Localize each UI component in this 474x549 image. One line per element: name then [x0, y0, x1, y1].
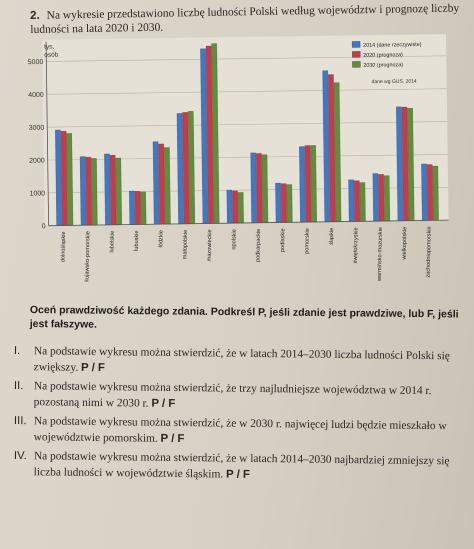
x-tick-label: lubelskie — [109, 230, 116, 253]
statement-1 — [14, 344, 464, 380]
bar-warmińsko-mazurskie-2014 — [373, 173, 379, 221]
chart-svg — [26, 32, 454, 294]
x-tick-label: śląskie — [328, 227, 336, 245]
task-text: Na wykresie przedstawiono liczbę ludności Polski według województw i prognozę liczby ludności na lata 2020 i 2030. — [30, 2, 460, 36]
bar-zachodniopomorskie-2014 — [421, 164, 427, 221]
bar-lubuskie-2020 — [135, 191, 141, 224]
bar-podkarpackie-2014 — [251, 153, 257, 223]
legend-label: 2020 (prognoza) — [363, 52, 403, 59]
y-tick-label: 5000 — [27, 58, 44, 67]
bar-łódzkie-2014 — [153, 142, 159, 225]
statement-text: Na podstawie wykresu można stwierdzić, że trzy najludniejsze województwa w 2014 r. pozostaną nimi w 2030 r. — [33, 380, 432, 410]
bar-podlaskie-2030 — [287, 185, 293, 223]
y-axis-unit-label-2: osób — [44, 51, 59, 59]
x-axis — [60, 226, 433, 286]
bar-łódzkie-2030 — [164, 147, 170, 224]
instruction: Oceń prawdziwość każdego zdania. Podkreśl P, jeśli zdanie jest prawdziwe, lub F, jeśli jest fałszywe. — [29, 303, 459, 331]
y-tick-label: 3000 — [28, 124, 45, 132]
statement-text: Na podstawie wykresu można stwierdzić, że w latach 2014–2030 najbardziej zmniejszy się liczba ludności w województwie śląskim. — [33, 450, 450, 481]
bar-podlaskie-2014 — [275, 183, 281, 222]
bar-pomorskie-2014 — [299, 147, 305, 223]
bar-kujawsko-pomorskie-2020 — [86, 157, 92, 225]
statement-text: Na podstawie wykresu można stwierdzić, że w latach 2014–2030 liczba ludności Polski się zwiększy. — [33, 345, 450, 374]
bar-opolskie-2020 — [232, 191, 238, 223]
bar-warmińsko-mazurskie-2020 — [378, 174, 384, 221]
y-axis-unit-label: tys. — [44, 43, 55, 51]
bar-podkarpackie-2020 — [256, 153, 262, 222]
bar-świętokrzyskie-2030 — [360, 183, 366, 222]
x-tick-label: kujawsko-pomorskie — [84, 231, 92, 282]
statements-list — [14, 344, 464, 484]
true-false-choice[interactable]: P / F — [160, 432, 185, 445]
statement-3 — [14, 414, 464, 450]
x-tick-label: łódzkie — [158, 230, 165, 248]
legend-swatch — [352, 51, 360, 57]
bar-lubelskie-2020 — [110, 155, 116, 225]
bar-zachodniopomorskie-2030 — [433, 166, 439, 220]
bar-pomorskie-2030 — [310, 145, 316, 222]
legend-swatch — [352, 41, 360, 47]
statement-4 — [14, 449, 464, 485]
statement-number: IV. — [13, 449, 27, 463]
bar-lubelskie-2030 — [116, 158, 122, 225]
population-chart — [26, 32, 454, 294]
bar-świętokrzyskie-2014 — [349, 180, 355, 222]
bar-łódzkie-2020 — [159, 144, 165, 224]
y-tick-label: 4000 — [28, 91, 44, 100]
statement-number: I. — [13, 344, 21, 358]
x-tick-label: wielkopolskie — [401, 226, 409, 260]
bar-opolskie-2030 — [238, 192, 244, 223]
x-tick-label: podkarpackie — [255, 228, 263, 263]
true-false-choice[interactable]: P / F — [151, 397, 176, 410]
x-tick-label: lubuskie — [133, 230, 141, 252]
x-tick-label: podlaskie — [279, 228, 287, 253]
legend-label: 2014 (dane rzeczywiste) — [363, 41, 422, 49]
bar-lubelskie-2014 — [104, 154, 110, 225]
x-tick-label: dolnośląskie — [60, 231, 68, 263]
task-number: 2. — [30, 9, 40, 22]
bar-podkarpackie-2030 — [262, 155, 268, 223]
bar-kujawsko-pomorskie-2014 — [80, 157, 86, 226]
legend-label: 2030 (prognoza) — [363, 62, 404, 69]
x-tick-label: opolskie — [231, 229, 238, 250]
legend-swatch — [352, 61, 360, 67]
statement-2 — [14, 379, 464, 415]
x-tick-label: zachodniopomorskie — [425, 226, 433, 278]
bar-lubuskie-2014 — [129, 191, 135, 225]
bar-opolskie-2014 — [227, 190, 233, 223]
x-tick-label: świętokrzyskie — [352, 227, 360, 264]
true-false-choice[interactable]: P / F — [225, 468, 250, 481]
bar-lubuskie-2030 — [140, 192, 146, 225]
bar-świętokrzyskie-2020 — [354, 181, 360, 222]
x-tick-label: mazowieckie — [206, 229, 214, 262]
statement-text: Na podstawie wykresu można stwierdzić, że w 2030 r. najwięcej ludzi będzie mieszkało w województwie pomorskim. — [33, 415, 447, 445]
bar-kujawsko-pomorskie-2030 — [91, 158, 97, 225]
bar-pomorskie-2020 — [305, 145, 311, 222]
x-tick-label: pomorskie — [304, 227, 311, 254]
bar-podlaskie-2020 — [281, 184, 287, 223]
task-header — [30, 1, 470, 37]
data-source-note: dane wg GUS, 2014 — [371, 78, 417, 86]
statement-number: III. — [13, 414, 27, 428]
true-false-choice[interactable]: P / F — [81, 361, 105, 374]
x-tick-label: warmińsko-mazurskie — [376, 226, 384, 282]
bar-warmińsko-mazurskie-2030 — [384, 176, 390, 221]
statement-number: II. — [13, 379, 24, 393]
x-tick-label: małopolskie — [182, 229, 189, 260]
y-tick-label: 2000 — [29, 157, 45, 165]
bar-zachodniopomorskie-2020 — [427, 164, 433, 220]
y-tick-label: 0 — [41, 223, 46, 231]
y-tick-label: 1000 — [29, 190, 46, 198]
bar-dolnośląskie-2030 — [67, 133, 73, 225]
